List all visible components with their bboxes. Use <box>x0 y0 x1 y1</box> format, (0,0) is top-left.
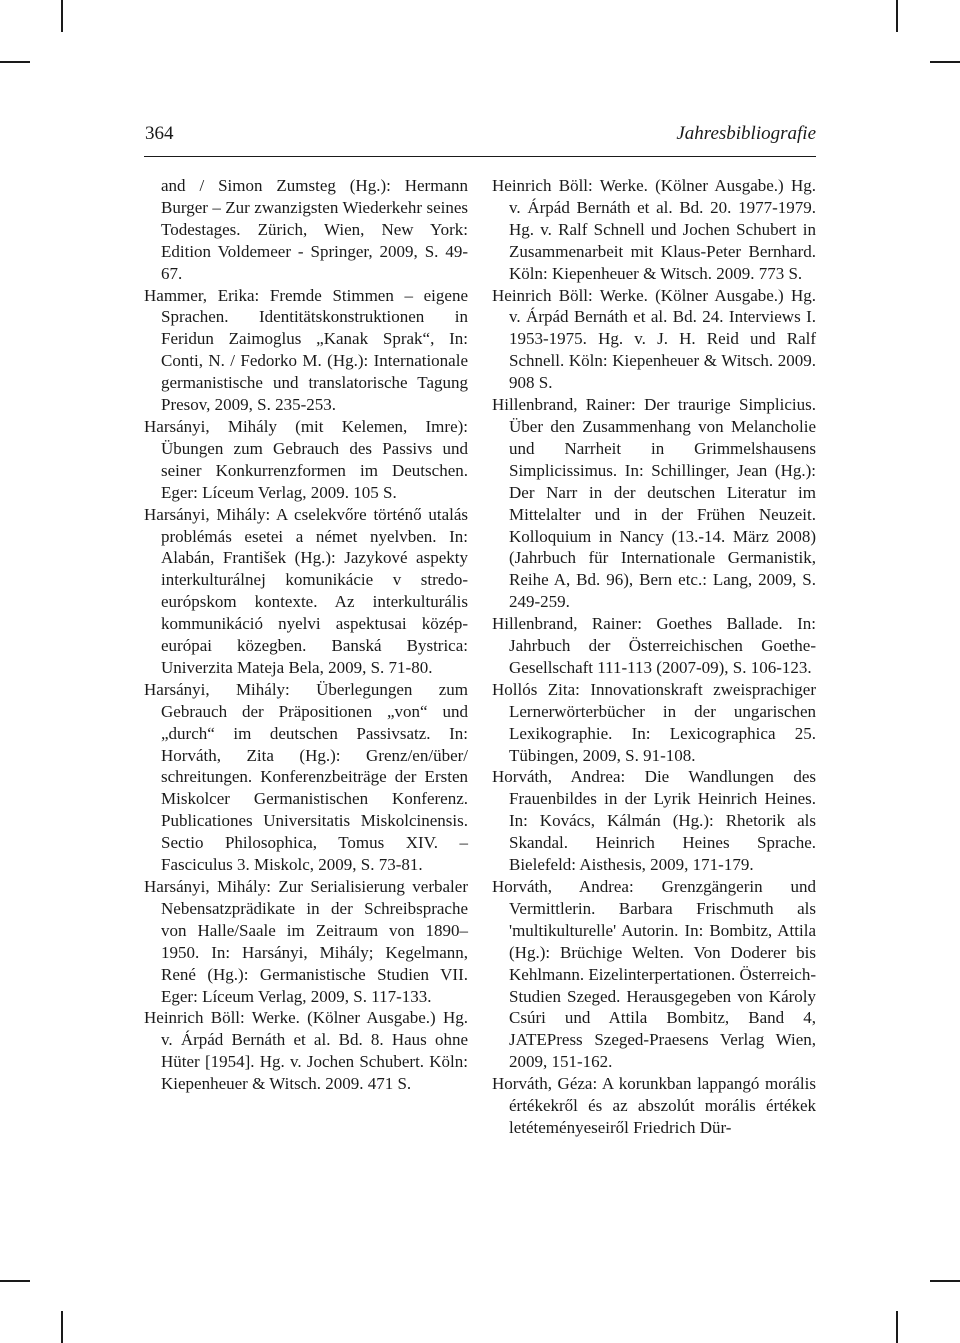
running-title: Jahresbibliografie <box>676 123 816 144</box>
bibliography-entry: Horváth, Andrea: Die Wandlungen des Frauenbildes in der Lyrik Heinrich Heines. In: Kovács, Kálmán (Hg.): Rhetorik als Skandal. Heinrich Heines Sprache. Bielefeld: Aisthesis, 2009, 171-179. <box>492 767 816 875</box>
left-column <box>144 175 468 1095</box>
crop-mark-top-left-horizontal <box>0 61 30 63</box>
bibliography-entry: and / Simon Zumsteg (Hg.): Hermann Burger – Zur zwanzigsten Wiederkehr seines Todestages. Zürich, Wien, New York: Edition Voldemeer - Springer, 2009, S. 49-67. <box>161 176 468 283</box>
bibliography-entry: Heinrich Böll: Werke. (Kölner Ausgabe.) Hg. v. Árpád Bernáth et al. Bd. 20. 1977-1979. Hg. v. Ralf Schnell und Jochen Schubert in Zusammenarbeit mit Klaus-Peter Bernhard. Köln: Kiepenheuer & Witsch. 2009. 773 S. <box>492 176 816 283</box>
bibliography-entry: Hillenbrand, Rainer: Der traurige Simplicius. Über den Zusammenhang von Melancholie und Narrheit in Grimmelshausens Simplicissimus. In: Schillinger, Jean (Hg.): Der Narr in der deutschen Literatur im Mittelalter und in der Frühen Neuzeit. Kolloquium in Nancy (13.-14. März 2008) (Jahrbuch für Internationale Germanistik, Reihe A, Bd. 96), Bern etc.: Lang, 2009, S. 249-259. <box>492 395 816 612</box>
page-number: 364 <box>145 123 174 144</box>
bibliography-entry: Hammer, Erika: Fremde Stimmen – eigene Sprachen. Identitätskonstruktionen in Feridun Zaimoglus „Kanak Sprak“, In: Conti, N. / Fedorko M. (Hg.): Internationale germanistische und translatorische Tagung Presov, 2009, S. 235-253. <box>144 285 468 415</box>
crop-mark-top-right-vertical <box>896 0 898 32</box>
right-column <box>492 175 816 1139</box>
crop-mark-bottom-right-horizontal <box>930 1280 960 1282</box>
crop-mark-top-left-vertical <box>61 0 63 32</box>
header-rule <box>144 156 816 157</box>
bibliography-entry: Harsányi, Mihály: A cselekvőre történő utalás problémás esetei a német nyelvben. In: Alabán, František (Hg.): Jazykové aspekty interkulturálnej komunikácie v stredo-európskom kontexte. Az interkulturális kommunikáció nyelvi aspektusai közép-európai közegben. Banská Bystrica: Univerzita Mateja Bela, 2009, S. 71-80. <box>144 504 468 677</box>
crop-mark-top-right-horizontal <box>930 61 960 63</box>
crop-mark-bottom-right-vertical <box>896 1311 898 1343</box>
bibliography-entry: Hillenbrand, Rainer: Goethes Ballade. In: Jahrbuch der Österreichischen Goethe-Gesellschaft 111-113 (2007-09), S. 106-123. <box>492 614 816 677</box>
crop-mark-bottom-left-horizontal <box>0 1280 30 1282</box>
bibliography-entry: Harsányi, Mihály: Zur Serialisierung verbaler Nebensatzprädikate in der Schreibsprache von Halle/Saale im Zeitraum von 1890–1950. In: Harsányi, Mihály; Kegelmann, René (Hg.): Germanistische Studien VII. Eger: Líceum Verlag, 2009, S. 117-133. <box>144 877 468 1006</box>
bibliography-entry: Heinrich Böll: Werke. (Kölner Ausgabe.) Hg. v. Árpád Bernáth et al. Bd. 24. Interviews I. 1953-1975. Hg. v. J. H. Reid und Ralf Schnell. Köln: Kiepenheuer & Witsch. 2009. 908 S. <box>492 285 816 393</box>
bibliography-entry: Horváth, Andrea: Grenzgängerin und Vermittlerin. Barbara Frischmuth als 'multikulturelle' Autorin. In: Bombitz, Attila (Hg.): Brüchige Welten. Von Doderer bis Kehlmann. Eizelinterpertationen. Österreich-Studien Szeged. Herausgegeben von Károly Csúri und Attila Bombitz, Band 4, JATEPress Szeged-Praesens Verlag Wien, 2009, 151-162. <box>492 877 816 1072</box>
crop-mark-bottom-left-vertical <box>61 1311 63 1343</box>
bibliography-entry: Harsányi, Mihály (mit Kelemen, Imre): Übungen zum Gebrauch des Passivs und seiner Konkurrenzformen im Deutschen. Eger: Líceum Verlag, 2009. 105 S. <box>144 416 468 502</box>
bibliography-entry: Hollós Zita: Innovationskraft zweisprachiger Lernerwörterbücher in der ungarischen Lexikographie. In: Lexicographica 25. Tübingen, 2009, S. 91-108. <box>492 679 816 765</box>
bibliography-entry: Horváth, Géza: A korunkban lappangó morális értékekről és az abszolút morális értékek letéteményeseiről Friedrich Dür- <box>492 1074 816 1137</box>
bibliography-entry: Harsányi, Mihály: Überlegungen zum Gebrauch der Präpositionen „von“ und „durch“ im deutschen Passivsatz. In: Horváth, Zita (Hg.): Grenz/en/über/ schreitungen. Konferenzbeiträge der Ersten Miskolcer Germanistischen Konferenz. Publicationes Universitatis Miskolcinensis. Sectio Philosophica, Tomus XIV. – Fasciculus 3. Miskolc, 2009, S. 73-81. <box>144 679 468 875</box>
bibliography-entry: Heinrich Böll: Werke. (Kölner Ausgabe.) Hg. v. Árpád Bernáth et al. Bd. 8. Haus ohne Hüter [1954]. Hg. v. Jochen Schubert. Köln: Kiepenheuer & Witsch. 2009. 471 S. <box>144 1008 468 1094</box>
